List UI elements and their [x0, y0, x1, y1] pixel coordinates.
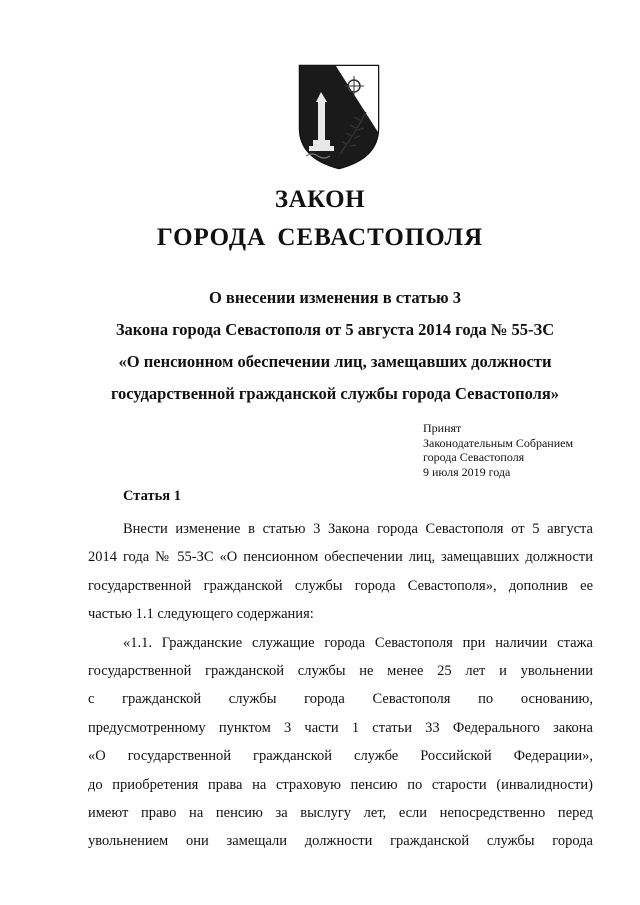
word: службы — [228, 691, 277, 708]
law-title-city: ГОРОДА СЕВАСТОПОЛЯ — [156, 224, 484, 251]
paragraph-line-spread — [88, 685, 593, 713]
paragraph-line: «1.1. Гражданские служащие города Севастополя при наличии стажа — [123, 634, 593, 651]
article-heading: Статья 1 — [123, 488, 181, 504]
paragraph-line: государственной гражданской службы не менее 25 лет и увольнении — [88, 662, 593, 679]
paragraph-line: 2014 года № 55-ЗС «О пенсионном обеспечении лиц, замещавших должности — [88, 549, 593, 566]
paragraph-line: частью 1.1 следующего содержания: — [88, 606, 314, 623]
word: основанию, — [520, 691, 593, 708]
adoption-line: города Севастополя — [423, 450, 525, 464]
word: гражданской — [122, 691, 202, 708]
article-body — [88, 515, 593, 856]
word: гражданской — [253, 748, 333, 765]
word: города — [304, 691, 345, 708]
law-subtitle — [40, 282, 630, 410]
word: с — [88, 691, 95, 708]
law-title: ЗАКОН — [274, 186, 366, 213]
subtitle-line: О внесении изменения в статью 3 — [208, 288, 462, 307]
paragraph-line: имеют право на пенсию за выслугу лет, если непосредственно перед — [88, 804, 593, 821]
paragraph-line: государственной гражданской службы города Севастополя», дополнив ее — [88, 577, 593, 594]
word: Севастополя — [372, 691, 451, 708]
sevastopol-coat-of-arms-icon — [296, 62, 382, 170]
word: Федерации», — [513, 748, 593, 765]
word: государственной — [127, 748, 232, 765]
word: Российской — [420, 748, 492, 765]
paragraph-line: увольнением они замещали должности гражданской службы города — [88, 833, 593, 850]
word: службе — [354, 748, 399, 765]
paragraph-line-spread — [88, 742, 593, 770]
subtitle-line: Закона города Севастополя от 5 августа 2014 года № 55-ЗС — [115, 320, 555, 339]
subtitle-line: государственной гражданской службы города Севастополя» — [110, 384, 560, 403]
subtitle-line: «О пенсионном обеспечении лиц, замещавших должности — [118, 352, 552, 371]
adoption-line: Законодательным Собранием — [423, 435, 574, 450]
adoption-date: 9 июля 2019 года — [423, 464, 511, 479]
paragraph-line: до приобретения права на страховую пенсию по старости (инвалидности) — [88, 776, 593, 793]
adoption-line: Принят — [423, 421, 462, 435]
paragraph-line: предусмотренному пунктом 3 части 1 статьи 33 Федерального закона — [88, 719, 593, 736]
word: по — [478, 691, 494, 708]
adoption-note — [423, 421, 573, 479]
paragraph-line: Внести изменение в статью 3 Закона города Севастополя от 5 августа — [123, 521, 593, 537]
word: «О — [88, 748, 106, 765]
